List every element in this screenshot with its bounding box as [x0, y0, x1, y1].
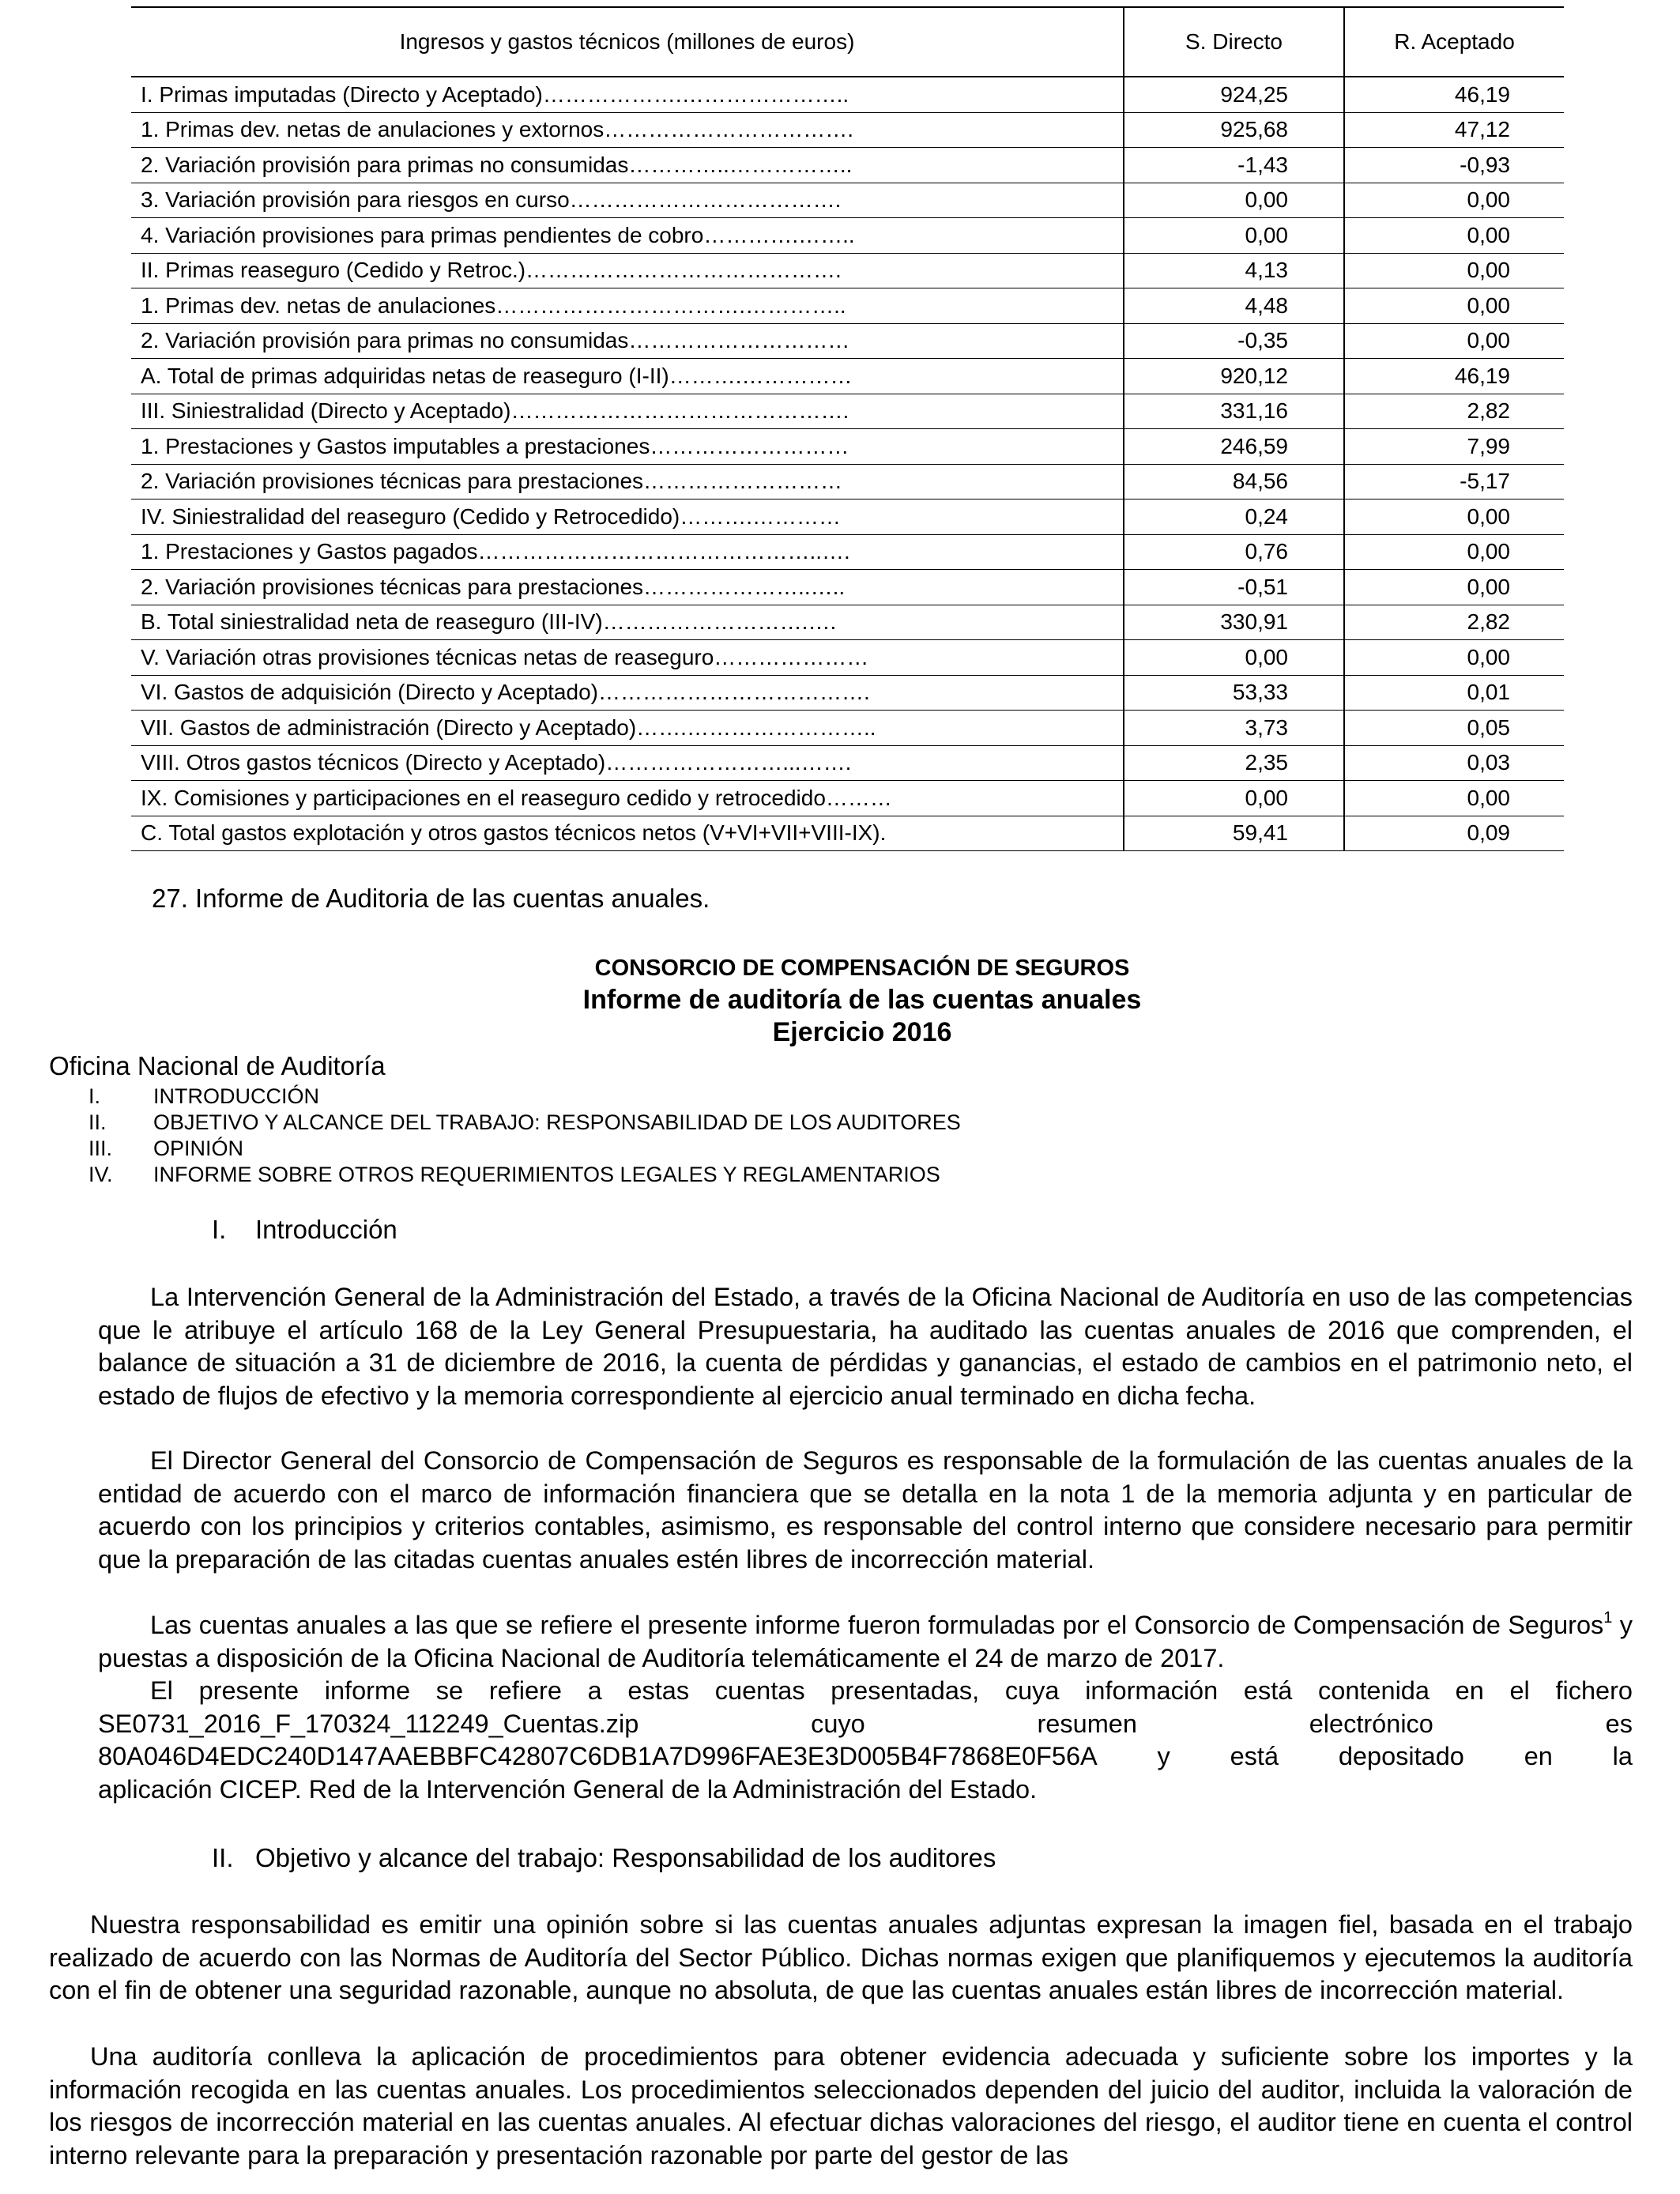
section-title: Introducción	[255, 1215, 397, 1244]
paragraph-intro-1: La Intervención General de la Administración del Estado, a través de la Oficina Nacional de Auditoría en uso de las competencias que le atribuye el artículo 168 de la Ley General Presupuestaria, ha auditado las cuentas anuales de 2016 que comprenden, el balance de situación a 31 de diciembre de 2016, la cuenta de pérdidas y ganancias, el estado de cambios en el patrimonio neto, el estado de flujos de efectivo y la memoria correspondiente al ejercicio anual terminado en dicha fecha.	[98, 1283, 1633, 1410]
row-direct-value: 2,35	[1124, 745, 1344, 781]
row-direct-value: 0,00	[1124, 781, 1344, 816]
report-entity: CONSORCIO DE COMPENSACIÓN DE SEGUROS	[594, 956, 1130, 981]
row-accepted-value: 0,00	[1344, 253, 1564, 288]
row-accepted-value: 2,82	[1344, 394, 1564, 429]
row-concept: IV. Siniestralidad del reaseguro (Cedido y Retrocedido)……….…………	[131, 499, 1124, 535]
table-header-direct: S. Directo	[1124, 7, 1344, 77]
toc-text: INTRODUCCIÓN	[153, 1084, 319, 1108]
paragraph-line: El presente informe se refiere a estas cuentas presentadas, cuya información está contenida en el fichero	[150, 1676, 1633, 1705]
row-concept: IX. Comisiones y participaciones en el reaseguro cedido y retrocedido………	[131, 781, 1124, 816]
table-row	[131, 570, 1564, 605]
toc-text: INFORME SOBRE OTROS REQUERIMIENTOS LEGALES Y REGLAMENTARIOS	[153, 1163, 940, 1186]
row-concept: VI. Gastos de adquisición (Directo y Aceptado)……………………………….	[131, 675, 1124, 711]
table-body	[131, 77, 1564, 851]
row-accepted-value: 46,19	[1344, 77, 1564, 112]
table-row	[131, 183, 1564, 218]
row-accepted-value: 0,00	[1344, 640, 1564, 676]
paragraph-objective-2: Una auditoría conlleva la aplicación de procedimientos para obtener evidencia adecuada y suficiente sobre los importes y la información recogida en las cuentas anuales. Los procedimientos seleccionados dependen del juicio del auditor, incluida la valoración de los riesgos de incorrección material en las cuentas anuales. Al efectuar dichas valoraciones del riesgo, el auditor tiene en cuenta el control interno relevante para la preparación y presentación razonable por parte del gestor de las	[49, 2042, 1633, 2169]
row-accepted-value: 0,00	[1344, 781, 1564, 816]
row-direct-value: 330,91	[1124, 605, 1344, 640]
table-row	[131, 429, 1564, 465]
table-row	[131, 781, 1564, 816]
toc-text: OBJETIVO Y ALCANCE DEL TRABAJO: RESPONSABILIDAD DE LOS AUDITORES	[153, 1110, 961, 1134]
table-row	[131, 745, 1564, 781]
row-direct-value: 3,73	[1124, 711, 1344, 746]
row-accepted-value: 0,00	[1344, 499, 1564, 535]
table-header-concept: Ingresos y gastos técnicos (millones de euros)	[131, 7, 1124, 77]
table-row	[131, 359, 1564, 394]
table-row	[131, 323, 1564, 359]
table-row	[131, 640, 1564, 676]
row-concept: A. Total de primas adquiridas netas de reaseguro (I-II)……….……………	[131, 359, 1124, 394]
toc-number: III.	[89, 1137, 113, 1160]
row-direct-value: 920,12	[1124, 359, 1344, 394]
row-direct-value: 925,68	[1124, 112, 1344, 148]
row-direct-value: 53,33	[1124, 675, 1344, 711]
section-27-heading: 27. Informe de Auditoria de las cuentas anuales.	[152, 884, 710, 913]
paragraph-line: aplicación CICEP. Red de la Intervención General de la Administración del Estado.	[98, 1774, 1038, 1804]
row-accepted-value: 0,05	[1344, 711, 1564, 746]
row-concept: 1. Primas dev. netas de anulaciones…………………………….…………..	[131, 288, 1124, 324]
word: SE0731_2016_F_170324_112249_Cuentas.zip	[98, 1709, 639, 1738]
technical-income-expense-table	[131, 6, 1564, 851]
paragraph-line-hash	[98, 1740, 1633, 1774]
row-accepted-value: 0,09	[1344, 816, 1564, 851]
table-row	[131, 288, 1564, 324]
row-concept: 2. Variación provisión para primas no consumidas…………..……………..	[131, 148, 1124, 183]
row-direct-value: 59,41	[1124, 816, 1344, 851]
word: la	[1612, 1742, 1633, 1770]
row-direct-value: 4,13	[1124, 253, 1344, 288]
table-header-accepted: R. Aceptado	[1344, 7, 1564, 77]
row-concept: II. Primas reaseguro (Cedido y Retroc.)…………………………………….	[131, 253, 1124, 288]
row-direct-value: 924,25	[1124, 77, 1344, 112]
word: 80A046D4EDC240D147AAEBBFC42807C6DB1A7D996FAE3E3D005B4F7868E0F56A	[98, 1742, 1098, 1770]
report-title: Informe de auditoría de las cuentas anuales	[582, 985, 1142, 1015]
word: electrónico	[1309, 1709, 1433, 1738]
toc-text: OPINIÓN	[153, 1137, 244, 1160]
row-concept: 1. Primas dev. netas de anulaciones y extornos…………………………….	[131, 112, 1124, 148]
word: resumen	[1037, 1709, 1137, 1738]
row-accepted-value: 47,12	[1344, 112, 1564, 148]
row-accepted-value: 0,03	[1344, 745, 1564, 781]
row-accepted-value: 46,19	[1344, 359, 1564, 394]
word: está	[1230, 1742, 1279, 1770]
row-accepted-value: 0,01	[1344, 675, 1564, 711]
office-name: Oficina Nacional de Auditoría	[49, 1051, 386, 1080]
report-year: Ejercicio 2016	[772, 1017, 952, 1047]
table-row	[131, 253, 1564, 288]
table-row	[131, 534, 1564, 570]
row-concept: 4. Variación provisiones para primas pendientes de cobro………….……..	[131, 218, 1124, 254]
paragraph-objective-1: Nuestra responsabilidad es emitir una opinión sobre si las cuentas anuales adjuntas expresan la imagen fiel, basada en el trabajo realizado de acuerdo con las Normas de Auditoría del Sector Público. Dichas normas exigen que planifiquemos y ejecutemos la auditoría con el fin de obtener una seguridad razonable, aunque no absoluta, de que las cuentas anuales están libres de incorrección material.	[49, 1910, 1633, 2004]
row-accepted-value: 0,00	[1344, 183, 1564, 218]
toc-number: IV.	[89, 1163, 113, 1186]
row-direct-value: 0,24	[1124, 499, 1344, 535]
table-row	[131, 464, 1564, 499]
row-concept: B. Total siniestralidad neta de reaseguro (III-IV)……………………….….	[131, 605, 1124, 640]
row-concept: 1. Prestaciones y Gastos pagados………………………………………..….	[131, 534, 1124, 570]
row-concept: VII. Gastos de administración (Directo y Aceptado)…….……………………..	[131, 711, 1124, 746]
row-direct-value: -0,35	[1124, 323, 1344, 359]
table-row	[131, 77, 1564, 112]
section-title: Objetivo y alcance del trabajo: Responsabilidad de los auditores	[255, 1843, 996, 1872]
word: cuyo	[811, 1709, 865, 1738]
row-direct-value: 84,56	[1124, 464, 1344, 499]
row-direct-value: 0,00	[1124, 218, 1344, 254]
row-concept: 2. Variación provisiones técnicas para prestaciones…………………..…..	[131, 570, 1124, 605]
word: es	[1605, 1709, 1633, 1738]
table-row	[131, 605, 1564, 640]
row-concept: V. Variación otras provisiones técnicas netas de reaseguro…………………	[131, 640, 1124, 676]
row-concept: III. Siniestralidad (Directo y Aceptado)……………………………………….	[131, 394, 1124, 429]
row-accepted-value: 0,00	[1344, 534, 1564, 570]
table-row	[131, 112, 1564, 148]
section-objective-heading	[212, 1843, 996, 1873]
table-row	[131, 711, 1564, 746]
row-direct-value: 4,48	[1124, 288, 1344, 324]
row-direct-value: -1,43	[1124, 148, 1344, 183]
row-direct-value: 0,00	[1124, 183, 1344, 218]
row-concept: 1. Prestaciones y Gastos imputables a prestaciones………………………	[131, 429, 1124, 465]
row-accepted-value: 7,99	[1344, 429, 1564, 465]
row-accepted-value: 0,00	[1344, 570, 1564, 605]
row-accepted-value: 0,00	[1344, 218, 1564, 254]
row-direct-value: 0,76	[1124, 534, 1344, 570]
table-row	[131, 675, 1564, 711]
row-direct-value: 0,00	[1124, 640, 1344, 676]
paragraph-intro-4	[98, 1675, 1633, 1806]
table-header-row	[131, 7, 1564, 77]
toc-number: I.	[89, 1084, 101, 1108]
row-accepted-value: 2,82	[1344, 605, 1564, 640]
table-row	[131, 816, 1564, 851]
row-concept: C. Total gastos explotación y otros gastos técnicos netos (V+VI+VII+VIII-IX).	[131, 816, 1124, 851]
row-concept: 3. Variación provisión para riesgos en curso……………………………….	[131, 183, 1124, 218]
row-direct-value: -0,51	[1124, 570, 1344, 605]
word: depositado	[1338, 1742, 1464, 1770]
table-row	[131, 499, 1564, 535]
section-introduction-heading	[212, 1215, 397, 1245]
row-direct-value: 331,16	[1124, 394, 1344, 429]
paragraph-intro-3: Las cuentas anuales a las que se refiere el presente informe fueron formuladas por el Consorcio de Compensación de Seguros$^1$ y puestas a disposición de la Oficina Nacional de Auditoría telemáticamente el 24 de marzo de 2017.	[98, 1609, 1633, 1672]
table-row	[131, 148, 1564, 183]
row-accepted-value: -0,93	[1344, 148, 1564, 183]
paragraph-line-filename	[98, 1708, 1633, 1741]
section-number: I.	[212, 1215, 227, 1244]
paragraph-intro-2: El Director General del Consorcio de Compensación de Seguros es responsable de la formulación de las cuentas anuales de la entidad de acuerdo con el marco de información financiera que se detalla en la nota 1 de la memoria adjunta y en particular de acuerdo con los principios y criterios contables, asimismo, es responsable del control interno que considere necesario para permitir que la preparación de las citadas cuentas anuales estén libres de incorrección material.	[98, 1446, 1633, 1574]
table-row	[131, 394, 1564, 429]
row-concept: I. Primas imputadas (Directo y Aceptado)……………….…………………..	[131, 77, 1124, 112]
section-number: II.	[212, 1843, 234, 1872]
table-row	[131, 218, 1564, 254]
row-accepted-value: 0,00	[1344, 323, 1564, 359]
row-accepted-value: -5,17	[1344, 464, 1564, 499]
row-concept: 2. Variación provisión para primas no consumidas…………………………	[131, 323, 1124, 359]
row-accepted-value: 0,00	[1344, 288, 1564, 324]
toc-number: II.	[89, 1110, 107, 1134]
word: y	[1157, 1742, 1170, 1770]
row-concept: 2. Variación provisiones técnicas para prestaciones………………………	[131, 464, 1124, 499]
word: en	[1524, 1742, 1553, 1770]
footnote-marker: 1	[1603, 1609, 1613, 1627]
row-direct-value: 246,59	[1124, 429, 1344, 465]
row-concept: VIII. Otros gastos técnicos (Directo y Aceptado)……………………...…….	[131, 745, 1124, 781]
